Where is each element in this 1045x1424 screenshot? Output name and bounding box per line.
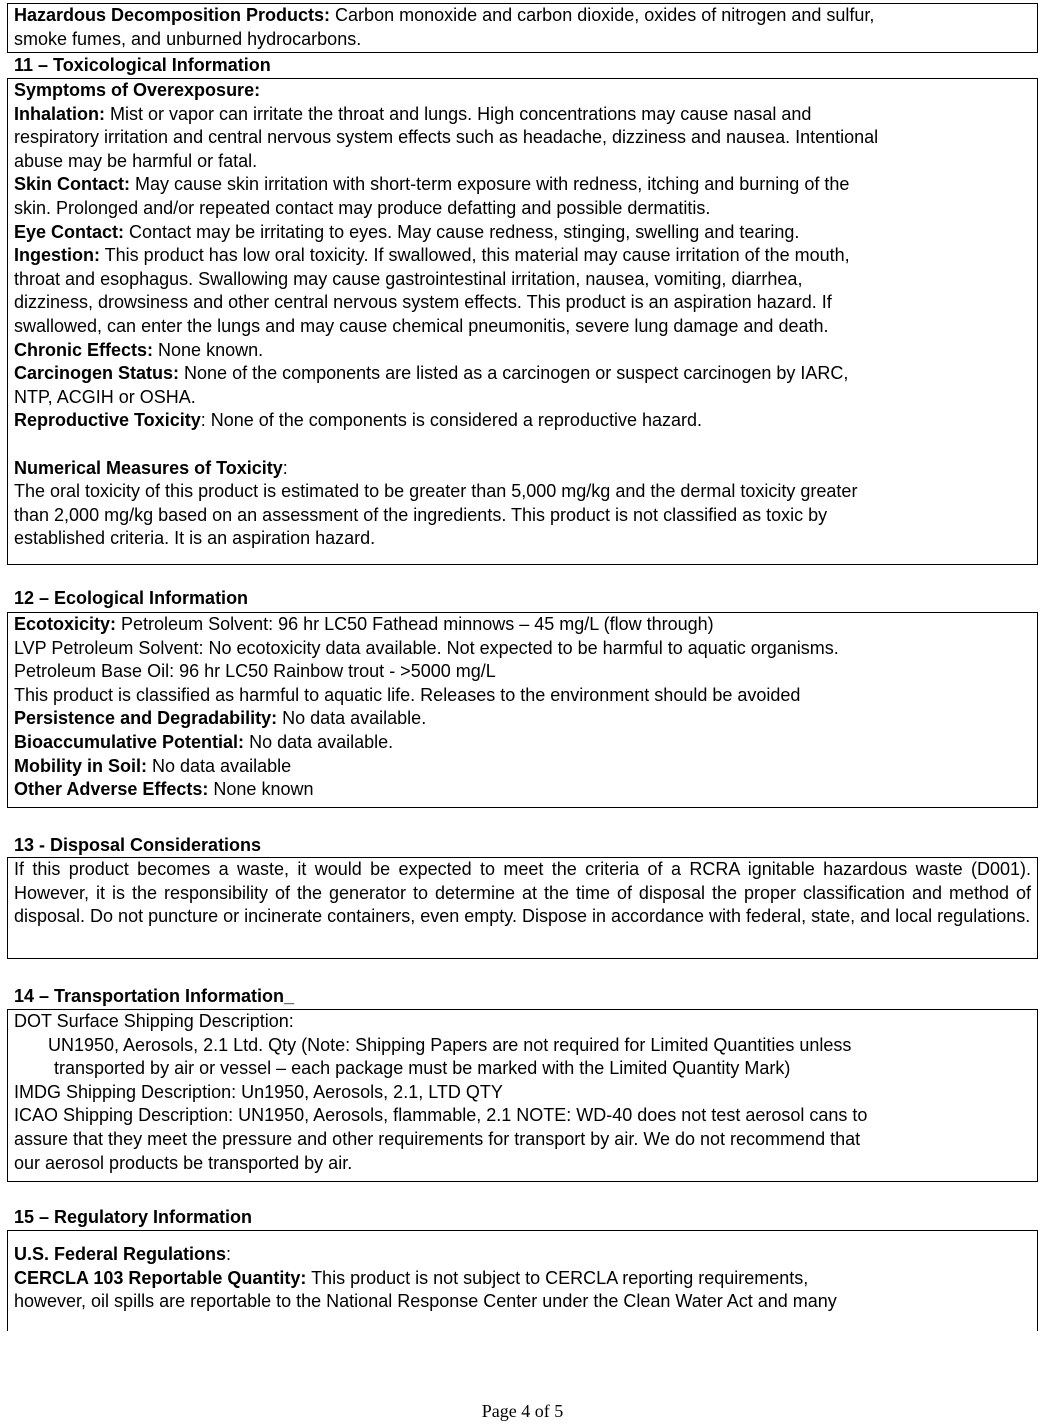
icao-line-3: our aerosol products be transported by air. [14, 1152, 353, 1173]
skin-line-1: Skin Contact: May cause skin irritation with short-term exposure with redness, itching and burning of the [14, 174, 850, 195]
reproductive-line-1: Reproductive Toxicity: None of the components is considered a reproductive hazard. [14, 410, 703, 431]
adverse-effects-line: Other Adverse Effects: None known [14, 779, 314, 800]
persistence-line: Persistence and Degradability: No data available. [14, 708, 427, 729]
carcinogen-line-1: Carcinogen Status: None of the components are listed as a carcinogen or suspect carcinogen by IARC, [14, 363, 849, 384]
numerical-line-1: The oral toxicity of this product is estimated to be greater than 5,000 mg/kg and the dermal toxicity greater [14, 481, 858, 502]
section-11-heading: 11 – Toxicological Information [14, 55, 271, 75]
ecological-box [7, 612, 1038, 808]
page-number: Page 4 of 5 [481, 1401, 564, 1421]
section-14-heading: 14 – Transportation Information_ [14, 986, 295, 1006]
dot-line-3: transported by air or vessel – each package must be marked with the Limited Quantity Mark) [54, 1058, 791, 1079]
chronic-line-1: Chronic Effects: None known. [14, 339, 264, 360]
imdg-line: IMDG Shipping Description: Un1950, Aerosols, 2.1, LTD QTY [14, 1081, 503, 1102]
hazard-line-2: smoke fumes, and unburned hydrocarbons. [14, 28, 362, 49]
inhalation-line-1: Inhalation: Mist or vapor can irritate the throat and lungs. High concentrations may cause nasal and [14, 103, 812, 124]
ecotox-line-2: LVP Petroleum Solvent: No ecotoxicity data available. Not expected to be harmful to aquatic organisms. [14, 637, 839, 658]
section-13-heading: 13 - Disposal Considerations [14, 835, 262, 855]
symptoms-heading: Symptoms of Overexposure: [14, 80, 261, 100]
regulatory-box [7, 1230, 1038, 1331]
ingestion-line-3: dizziness, drowsiness and other central nervous system effects. This product is an aspiration hazard. If [14, 292, 832, 313]
ecotox-line-1: Ecotoxicity: Petroleum Solvent: 96 hr LC50 Fathead minnows – 45 mg/L (flow through) [14, 614, 714, 634]
ingestion-line-1: Ingestion: This product has low oral toxicity. If swallowed, this material may cause irritation of the mouth, [14, 245, 850, 266]
inhalation-line-3: abuse may be harmful or fatal. [14, 150, 258, 171]
carcinogen-line-2: NTP, ACGIH or OSHA. [14, 386, 196, 407]
hazard-line-1: Hazardous Decomposition Products: Carbon monoxide and carbon dioxide, oxides of nitrogen and sulfur, [14, 5, 875, 25]
mobility-line: Mobility in Soil: No data available [14, 755, 292, 776]
section-15-heading: 15 – Regulatory Information [14, 1207, 253, 1227]
ecotox-line-3: Petroleum Base Oil: 96 hr LC50 Rainbow trout - >5000 mg/L [14, 661, 496, 682]
numerical-line-2: than 2,000 mg/kg based on an assessment of the ingredients. This product is not classified as toxic by [14, 504, 828, 525]
icao-line-1: ICAO Shipping Description: UN1950, Aerosols, flammable, 2.1 NOTE: WD-40 does not test aerosol cans to [14, 1105, 868, 1126]
cercla-line-1: CERCLA 103 Reportable Quantity: This product is not subject to CERCLA reporting requirements, [14, 1267, 809, 1288]
numerical-heading: Numerical Measures of Toxicity: [14, 457, 288, 478]
disposal-box [7, 857, 1038, 959]
federal-heading: U.S. Federal Regulations: [14, 1244, 232, 1264]
dot-line-1: DOT Surface Shipping Description: [14, 1011, 294, 1031]
toxicological-box [7, 78, 1038, 565]
blank-line [14, 433, 1031, 457]
ecotox-line-4: This product is classified as harmful to aquatic life. Releases to the environment should be avoided [14, 684, 801, 705]
dot-line-2: UN1950, Aerosols, 2.1 Ltd. Qty (Note: Shipping Papers are not required for Limited Quantities unless [48, 1034, 852, 1055]
ingestion-line-2: throat and esophagus. Swallowing may cause gastrointestinal irritation, nausea, vomiting, diarrhea, [14, 268, 803, 289]
cercla-line-2: however, oil spills are reportable to the National Response Center under the Clean Water Act and many [14, 1291, 837, 1312]
hazard-label: Hazardous Decomposition Products: [14, 5, 331, 25]
transportation-box [7, 1009, 1038, 1182]
inhalation-line-2: respiratory irritation and central nervous system effects such as headache, dizziness and nausea. Intentional [14, 127, 879, 148]
bioaccumulative-line: Bioaccumulative Potential: No data available. [14, 731, 394, 752]
disposal-text: If this product becomes a waste, it would be expected to meet the criteria of a RCRA ignitable hazardous waste (D001). However, it is the responsibility of the generator to determine at the time of disposal the proper classification and method of disposal. Do not puncture or incinerate containers, even empty. Dispose in accordance with federal, state, and local regulations. [14, 859, 1031, 927]
section-12-heading: 12 – Ecological Information [14, 588, 249, 608]
hazardous-decomposition-box [7, 3, 1038, 53]
eye-line-1: Eye Contact: Contact may be irritating to eyes. May cause redness, stinging, swelling and tearing. [14, 221, 800, 242]
skin-line-2: skin. Prolonged and/or repeated contact may produce defatting and possible dermatitis. [14, 197, 711, 218]
numerical-line-3: established criteria. It is an aspiration hazard. [14, 528, 376, 549]
icao-line-2: assure that they meet the pressure and other requirements for transport by air. We do not recommend that [14, 1128, 861, 1149]
ingestion-line-4: swallowed, can enter the lungs and may cause chemical pneumonitis, severe lung damage and death. [14, 315, 829, 336]
